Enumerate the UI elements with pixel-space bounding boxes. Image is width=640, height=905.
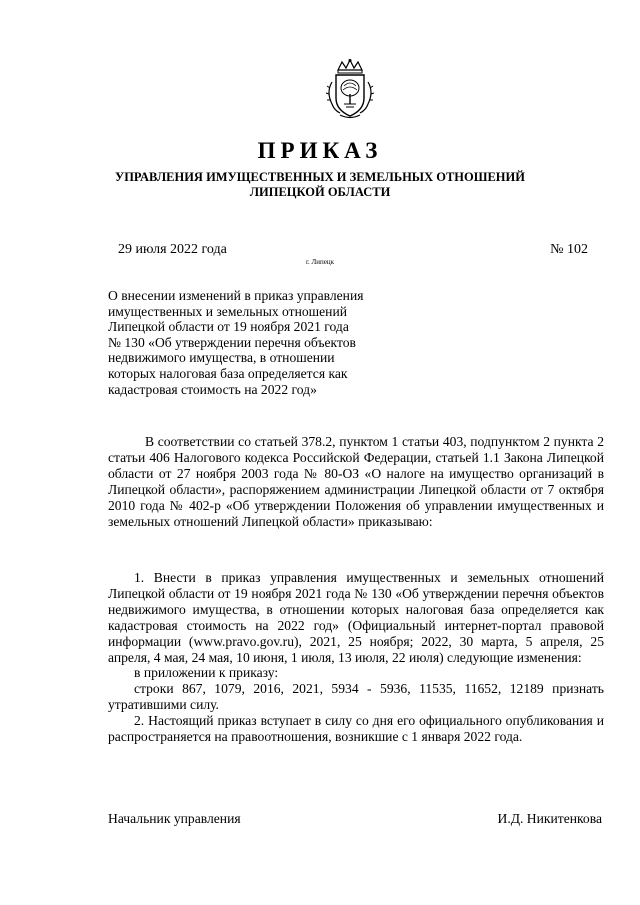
document-title: ПРИКАЗ [257,138,383,163]
document-number: № 102 [550,242,588,257]
item-1-rows-paragraph: строки 867, 1079, 2016, 2021, 5934 - 5936, 11535, 11652, 12189 признать утратившими силу. [108,681,604,713]
subject-line: имущественных и земельных отношений [108,303,347,319]
item-1-paragraph: 1. Внести в приказ управления имущественных и земельных отношений Липецкой области от 19 ноября 2021 года № 130 «Об утверждении перечня объектов недвижимого имущества, в отношении которых налоговая база определяется как кадастровая стоимость на 2022 год» (Официальный интернет-портал правовой информации (www.pravo.gov.ru), 2021, 25 ноября; 2022, 30 марта, 5 апреля, 25 апреля, 4 мая, 24 мая, 10 июня, 1 июля, 13 июля, 22 июля) следующие изменения: [108,570,604,665]
subject-line: кадастровая стоимость на 2022 год» [108,381,317,397]
intro-paragraph: В соответствии со статьей 378.2, пунктом 1 статьи 403, подпунктом 2 пункта 2 статьи 406 Налогового кодекса Российской Федерации, статьей 1.1 Закона Липецкой области от 27 ноября 2003 года № 80-ОЗ «О налоге на имущество организаций в Липецкой области», распоряжением администрации Липецкой области от 7 октября 2010 года № 402-р «Об утверждении Положения об управлении имущественных и земельных отношений Липецкой области» приказываю: [108,434,604,529]
item-1-subheading: в приложении к приказу: [134,665,279,681]
subject-line: № 130 «Об утверждении перечня объектов [108,334,356,350]
department-line-1: УПРАВЛЕНИЯ ИМУЩЕСТВЕННЫХ И ЗЕМЕЛЬНЫХ ОТНОШЕНИЙ [115,170,525,184]
subject-line: которых налоговая база определяется как [108,365,348,381]
signatory-name: И.Д. Никитенкова [497,811,602,826]
document-city: г. Липецк [305,258,335,266]
signatory-position: Начальник управления [108,811,241,826]
order-items-section [108,570,604,745]
department-line-2: ЛИПЕЦКОЙ ОБЛАСТИ [249,185,391,199]
intro-section [108,434,604,529]
document-date: 29 июля 2022 года [118,242,227,257]
subject-line: О внесении изменений в приказ управления [108,288,364,303]
subject-line: недвижимого имущества, в отношении [108,350,335,366]
document-subject [108,288,408,397]
subject-line: Липецкой области от 19 ноября 2021 года [108,319,349,335]
coat-of-arms-icon [322,58,378,120]
department-name [0,170,640,200]
item-2-paragraph: 2. Настоящий приказ вступает в силу со дня его официального опубликования и распространяется на правоотношения, возникшие с 1 января 2022 года. [108,713,604,745]
